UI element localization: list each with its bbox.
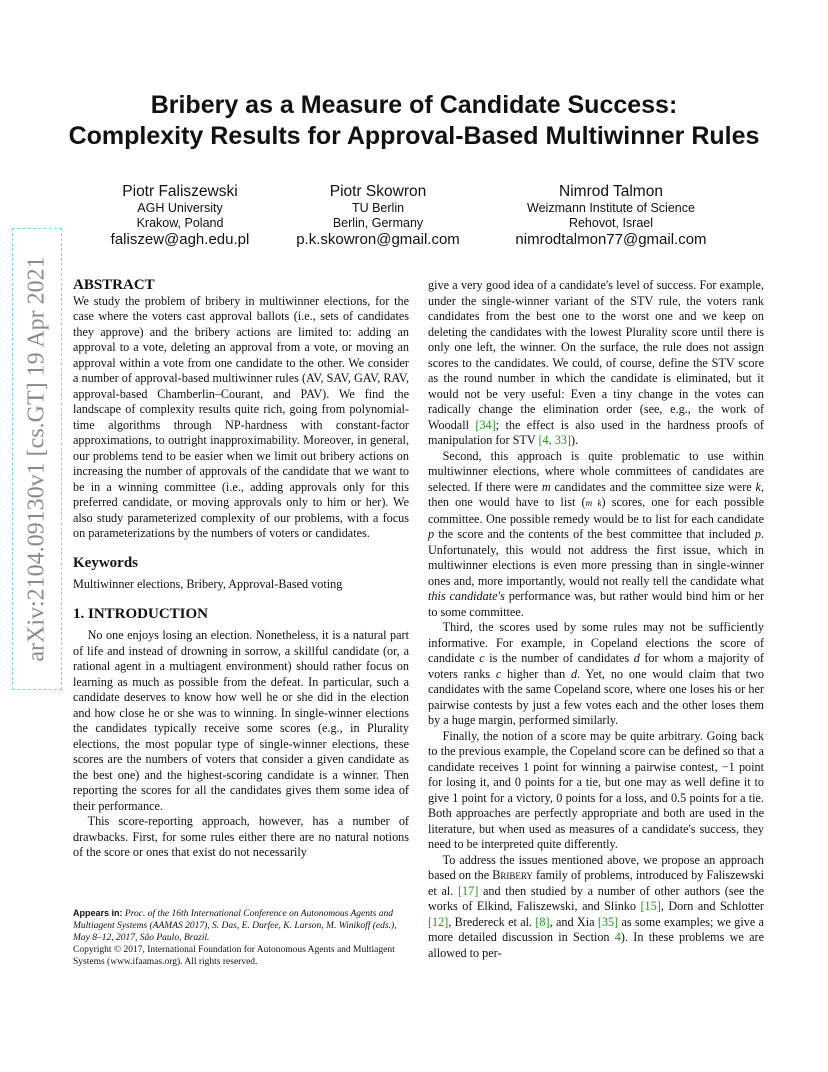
footnote-copyright: Copyright © 2017, International Foundation for Autonomous Agents and Multiagent Systems (www.ifaamas.org). All rights reserved.: [73, 945, 395, 967]
author-affiliation: Weizmann Institute of Science: [527, 201, 695, 215]
author-name: Piotr Faliszewski: [122, 183, 238, 200]
intro-paragraph-2: This score-reporting approach, however, has a number of drawbacks. First, for some rules either there are no natural notions of the score or ones that exist do not necessarily: [73, 814, 409, 859]
footnote: [73, 907, 409, 968]
keywords-heading: Keywords: [73, 554, 138, 571]
citation-link[interactable]: [15]: [640, 899, 661, 913]
author-email: nimrodtalmon77@gmail.com: [515, 231, 707, 248]
author-location: Krakow, Poland: [136, 216, 224, 230]
author-3: [496, 183, 726, 249]
problem-name: Bribery: [492, 868, 533, 882]
introduction-heading: 1. INTRODUCTION: [73, 605, 209, 622]
author-block: [0, 183, 828, 253]
author-name: Piotr Skowron: [329, 183, 427, 200]
citation-link[interactable]: [8]: [535, 914, 550, 929]
author-2: [278, 183, 478, 249]
paper-title: [0, 90, 828, 152]
author-email: p.k.skowron@gmail.com: [296, 231, 460, 248]
footnote-venue: Proc. of the 16th International Conference on Autonomous Agents and Multiagent Systems (AAMAS 2017), S. Das, E. Durfee, K. Larson, M. Winikoff (eds.), May 8–12, 2017, São Paulo, Brazil.: [73, 909, 397, 943]
footnote-label: Appears in:: [73, 908, 123, 918]
author-1: [90, 183, 270, 249]
citation-link[interactable]: 33]: [554, 433, 571, 447]
author-location: Rehovot, Israel: [568, 216, 654, 230]
right-paragraph-5: To address the issues mentioned above, we propose an approach based on the Bribery family of problems, introduced by Faliszewski et al. [17] and then studied by a number of other authors (see the works of Elkind, Faliszewski, and Slinko [15], Dorn and Schlotter [12], Bredereck et al. [8], and Xia [35] as some examples; we give a more detailed discussion in Section 4). In these problems we are allowed to per-: [428, 852, 764, 960]
author-name: Nimrod Talmon: [559, 183, 663, 200]
citation-link[interactable]: [12]: [428, 914, 449, 929]
intro-paragraph-1: No one enjoys losing an election. Nonetheless, it is a natural part of life and instead of drowning in sorrow, a skillful candidate (or, a rational agent in a multiagent environment) should rather focus on learning as much as possible from the defeat. In particular, such a candidate deserves to know how well he or she did in the election and how close he or she was to winning. In single-winner elections the candidates typically receive some scores (e.g., in Plurality elections, the most popular type of single-winner elections, these scores are the numbers of voters that consider a given candidate as the best one) and the highest-scoring candidate is a winner. Then reporting the scores for all the candidates gives them some idea of their performance.: [73, 628, 409, 813]
right-column: [428, 278, 764, 961]
title-line-1: Bribery as a Measure of Candidate Success:: [150, 91, 678, 119]
citation-link[interactable]: [34]: [475, 417, 496, 432]
right-paragraph-1: give a very good idea of a candidate's level of success. For example, under the single-winner variant of the STV rule, the voters rank candidates from the best one to the worst one and we keep on deleting the candidates with the lowest Plurality score until there is only one left, the winner. On the surface, the rule does not assign scores to the candidates. We could, of course, define the STV score as the round number in which the candidate is eliminated, but it would not be very useful: Even a tiny change in the votes can radically change the elimination order (see, e.g., the work of Woodall [34]; the effect is also used in the hardness proofs of manipulation for STV [4, 33]).: [428, 278, 764, 447]
arxiv-sidebar: [12, 228, 62, 690]
keywords-text: Multiwinner elections, Bribery, Approval-Based voting: [73, 577, 343, 591]
abstract-text: We study the problem of bribery in multiwinner elections, for the case where the voters cast approval ballots (i.e., sets of candidates they approve) and the bribery actions are limited to: adding an approval to a vote, deleting an approval from a vote, or moving an approval within a vote from one candidate to the other. We consider a number of approval-based multiwinner rules (AV, SAV, GAV, RAV, approval-based Chamberlin–Courant, and PAV). We find the landscape of complexity results quite rich, going from polynomial-time algorithms through NP-hardness with constant-factor approximations, to outright inapproximability. Moreover, in general, our problems tend to be easier when we limit out bribery actions on increasing the number of approvals of the candidate that we want to be in a winning committee (i.e., adding approvals only for this preferred candidate, or moving approvals only to him or her). We also study parameterized complexity of our problems, with a focus on parameterizations by the numbers of voters or candidates.: [73, 293, 409, 540]
author-affiliation: TU Berlin: [351, 201, 405, 215]
author-location: Berlin, Germany: [332, 216, 424, 230]
citation-link[interactable]: [4,: [538, 433, 552, 447]
author-email: faliszew@agh.edu.pl: [110, 231, 250, 248]
right-paragraph-2: Second, this approach is quite problematic to use within multiwinner elections, where whole committees of candidates are selected. If there were m candidates and the committee size were k, then one would have to list (m k) scores, one for each possible committee. One possible remedy would be to list for each candidate p the score and the contents of the best committee that included p. Unfortunately, this would not address the first issue, which in multiwinner elections is even more pressing than in single-winner ones and, more importantly, would not really tell the candidate what this candidate's performance was, but rather would bind him or her to some committee.: [428, 448, 765, 619]
section-link[interactable]: 4: [614, 930, 621, 944]
abstract-heading: ABSTRACT: [73, 277, 155, 293]
left-column: [73, 278, 409, 861]
right-paragraph-3: Third, the scores used by some rules may not be sufficiently informative. For example, in Copeland elections the score of candidate c is the number of candidates d for whom a majority of voters ranks c higher than d. Yet, no one would claim that two candidates with the same Copeland score, where one loses his or her pairwise contests by just a few votes each and the other loses them by a huge margin, performed similarly.: [428, 620, 764, 727]
citation-link[interactable]: [35]: [597, 914, 619, 929]
binomial: m k: [585, 498, 602, 508]
citation-link[interactable]: [17]: [458, 883, 479, 898]
right-paragraph-4: Finally, the notion of a score may be quite arbitrary. Going back to the previous example, the Copeland score can be defined so that a candidate receives 1 point for winning a pairwise contest, −1 point for losing it, and 0 points for a tie, but one may as well define it to give 1 point for a victory, 0 points for a loss, and 0.5 points for a tie. Both approaches are perfectly appropriate and both are used in the literature, but when used as measures of a candidate's success, they need to be interpreted quite differently.: [428, 728, 764, 851]
arxiv-identifier: arXiv:2104.09130v1 [cs.GT] 19 Apr 2021: [23, 256, 50, 662]
title-line-2: Complexity Results for Approval-Based Multiwinner Rules: [68, 122, 760, 150]
author-affiliation: AGH University: [137, 201, 223, 215]
